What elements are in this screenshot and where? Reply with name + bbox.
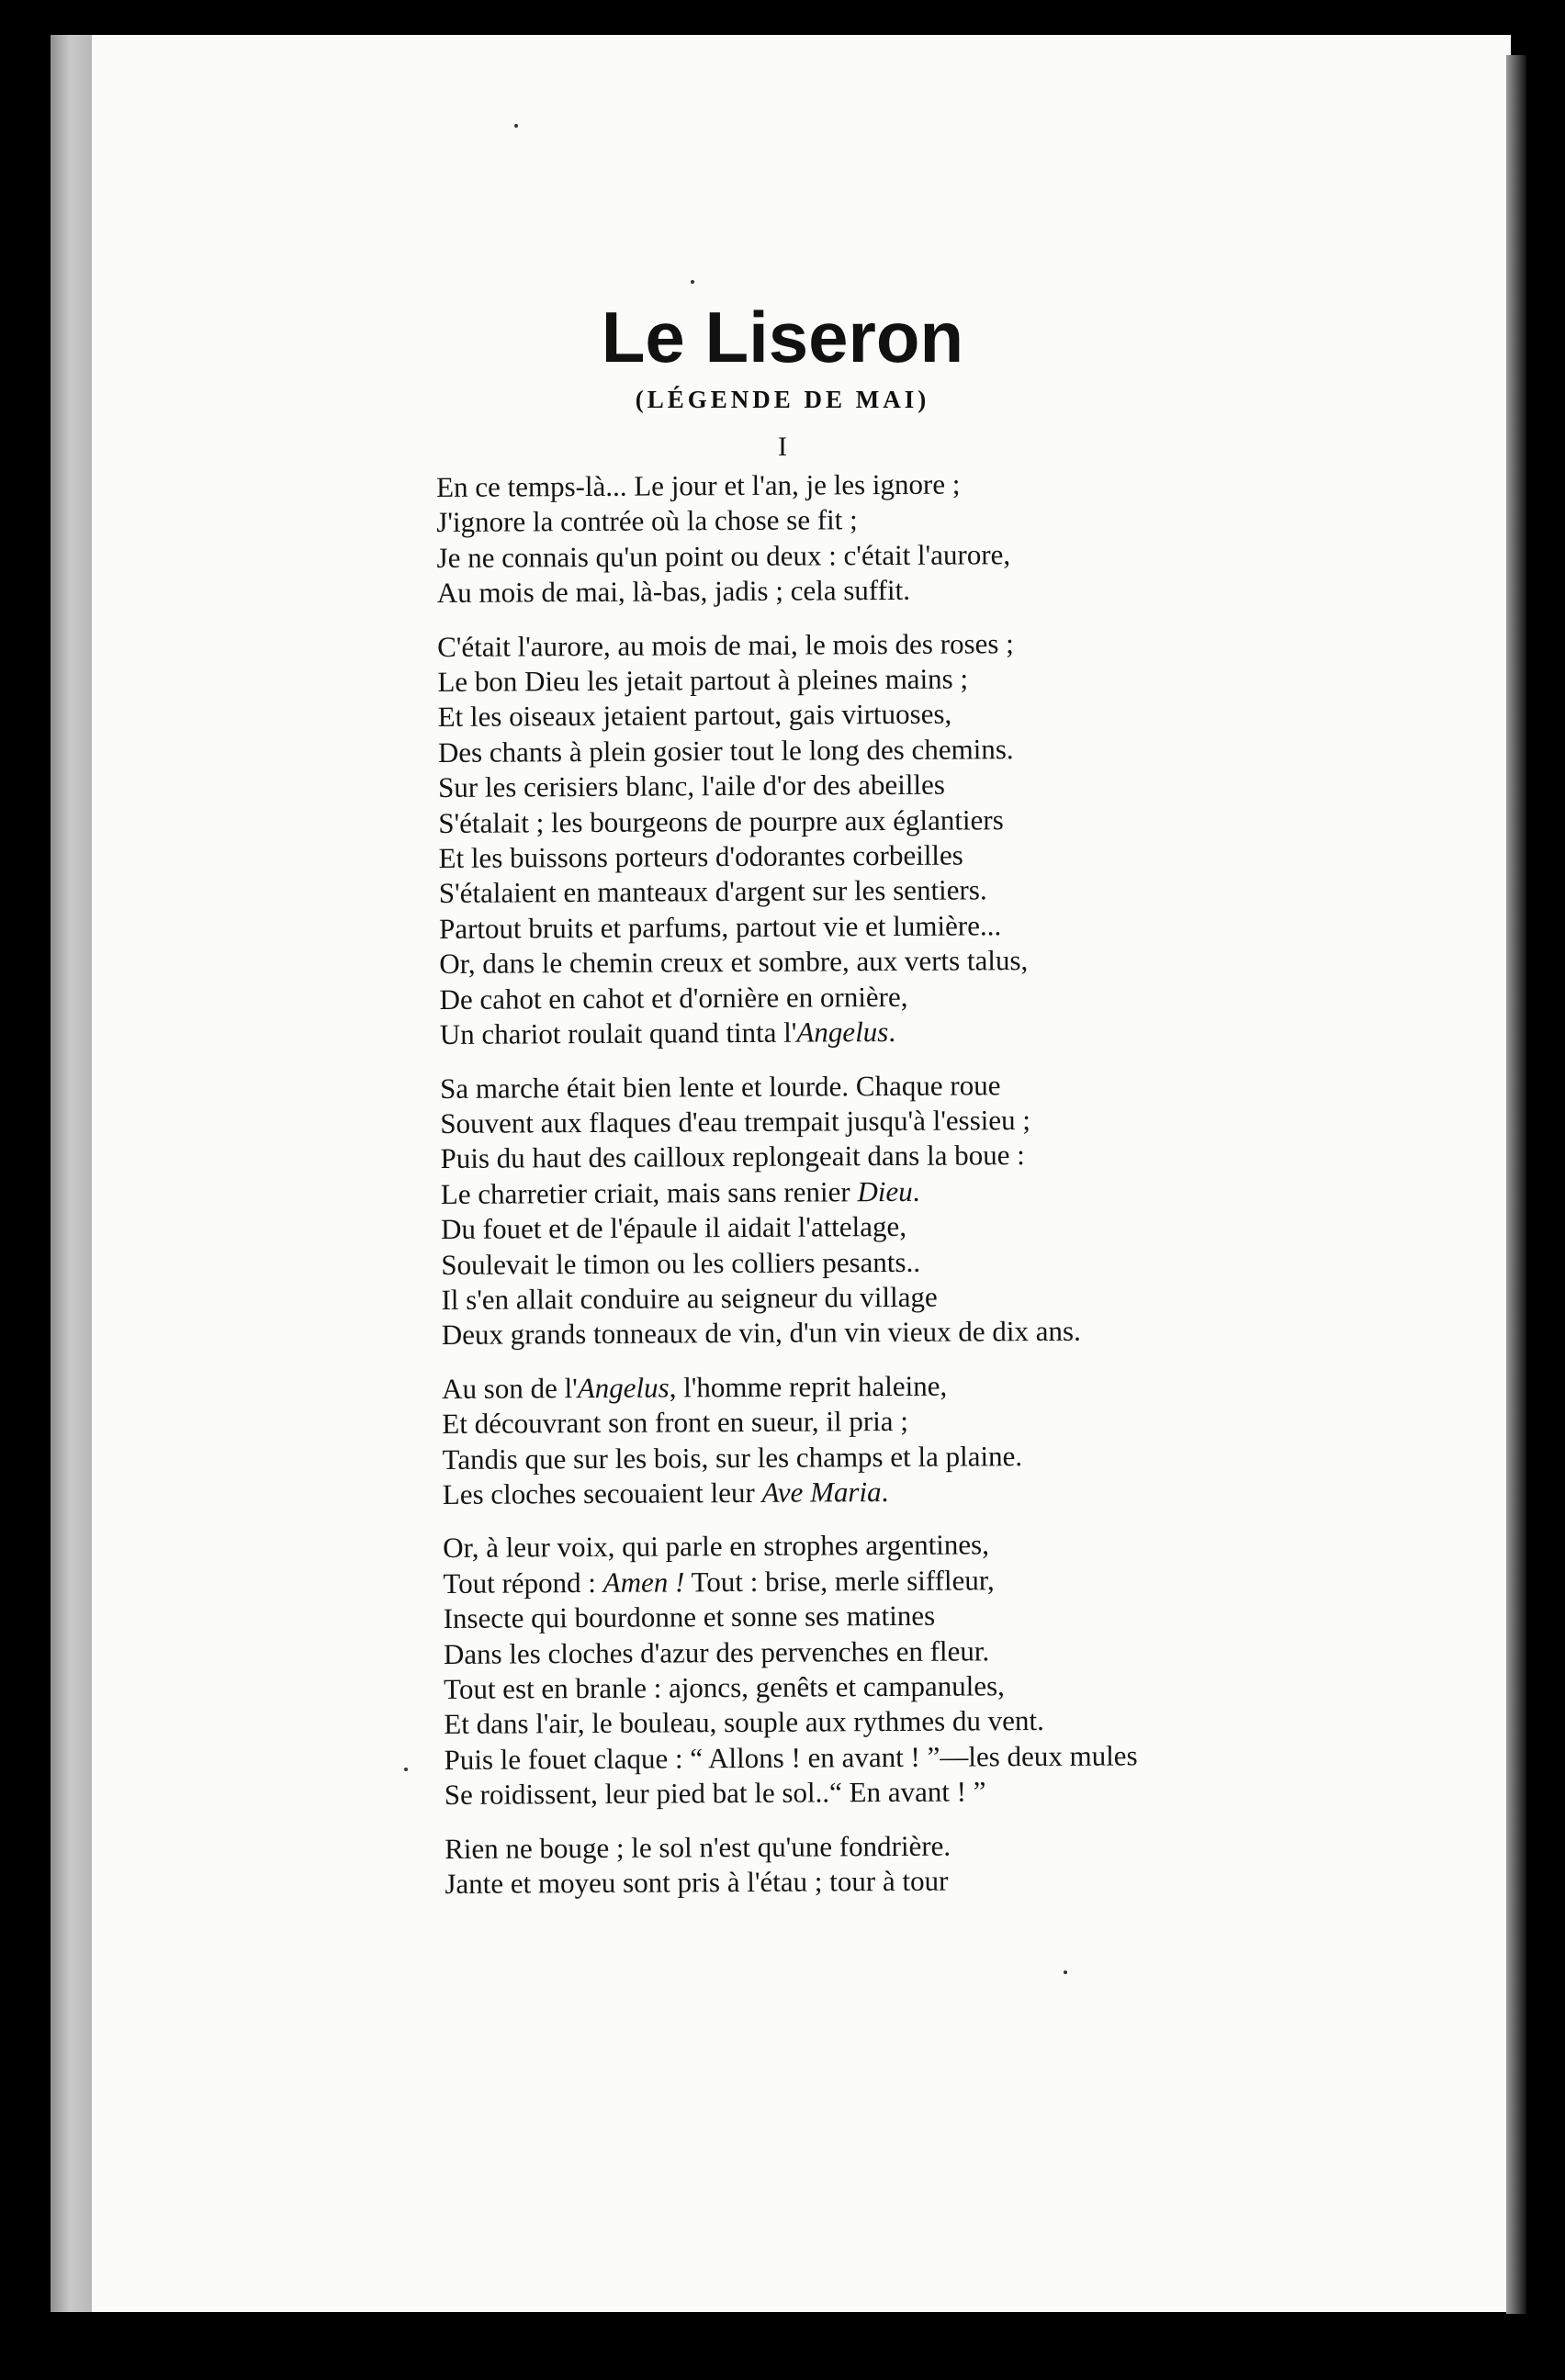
verse-line: Et découvrant son front en sueur, il pria ; [442,1405,908,1441]
verse-line: Sur les cerisiers blanc, l'aile d'or des abeilles [438,768,945,804]
stanza [437,623,1377,1052]
verse-line: Puis du haut des cailloux replongeait dans la boue : [440,1139,1025,1175]
verse-line: J'ignore la contrée où la chose se fit ; [436,503,858,539]
italic-word: Amen ! [602,1566,685,1599]
verse-line: Le bon Dieu les jetait partout à pleines mains ; [437,662,969,699]
verse-line: Et les oiseaux jetaient partout, gais virtuoses, [437,698,952,734]
scan-speck [404,1768,408,1771]
verse-line: Et dans l'air, le bouleau, souple aux rythmes du vent. [444,1704,1044,1741]
verse-line: Et les buissons porteurs d'odorantes corbeilles [438,838,963,875]
poem-body [436,465,1382,1921]
scan-speck [1064,1970,1067,1974]
verse-line: Tout est en branle : ajoncs, genêts et campanules, [444,1669,1005,1705]
verse-line: Tout répond : Amen ! Tout : brise, merle siffleur, [443,1564,995,1600]
verse-line: Partout bruits et parfums, partout vie et lumière... [438,909,1002,945]
verse-line: De cahot en cahot et d'ornière en ornière, [439,980,908,1016]
verse-line: Sa marche était bien lente et lourde. Chaque roue [440,1068,1001,1105]
verse-line: Souvent aux flaques d'eau trempait jusqu'à l'essieu ; [440,1103,1031,1139]
stanza [442,1366,1379,1513]
verse-line: En ce temps-là... Le jour et l'an, je les ignore ; [436,467,961,503]
verse-line: Les cloches secouaient leur Ave Maria. [442,1475,889,1510]
verse-line: Je ne connais qu'un point ou deux : c'était l'aurore, [436,537,1011,574]
verse-line: Dans les cloches d'azur des pervenches en fleur. [443,1633,990,1670]
poem-title: Le Liseron [601,297,964,377]
verse-line: Puis le fouet claque : “ Allons ! en avant ! ”—les deux mules [444,1739,1138,1776]
verse-line: S'étalait ; les bourgeons de pourpre aux églantiers [438,803,1004,839]
verse-line: Jante et moyeu sont pris à l'étau ; tour à tour [445,1864,949,1901]
stanza [440,1065,1379,1353]
italic-word: Ave Maria [761,1476,882,1509]
verse-line: Or, dans le chemin creux et sombre, aux verts talus, [439,944,1029,981]
verse-line: Un chariot roulait quand tinta l'Angelus. [439,1016,896,1051]
verse-line: Au son de l'Angelus, l'homme reprit haleine, [442,1369,948,1405]
verse-line: C'était l'aurore, au mois de mai, le mois des roses ; [437,626,1014,663]
verse-line: Rien ne bouge ; le sol n'est qu'une fondrière. [445,1829,951,1865]
italic-word: Angelus [796,1016,889,1049]
verse-line: Deux grands tonneaux de vin, d'un vin vieux de dix ans. [441,1315,1081,1352]
italic-word: Angelus [577,1371,670,1404]
stanza [445,1825,1381,1902]
verse-line: Soulevait le timon ou les colliers pesants.. [441,1245,921,1281]
scan-speck [514,124,518,128]
stanza [443,1525,1381,1813]
verse-line: S'étalaient en manteaux d'argent sur les sentiers. [438,873,987,910]
verse-line: Au mois de mai, là-bas, jadis ; cela suffit. [436,574,911,610]
verse-line: Du fouet et de l'épaule il aidait l'attelage, [440,1210,907,1246]
verse-line: Des chants à plein gosier tout le long des chemins. [437,733,1014,769]
verse-line: Se roidissent, leur pied bat le sol..“ En avant ! ” [444,1775,986,1812]
section-number: I [778,432,787,462]
verse-line: Or, à leur voix, qui parle en strophes argentines, [443,1528,990,1565]
stanza [436,465,1374,612]
italic-word: Dieu [857,1174,913,1207]
verse-line: Insecte qui bourdonne et sonne ses matines [443,1599,936,1635]
poem-subtitle: (LÉGENDE DE MAI) [635,386,930,413]
verse-line: Le charretier criait, mais sans renier Dieu. [440,1174,920,1210]
verse-line: Il s'en allait conduire au seigneur du village [441,1280,938,1316]
verse-line: Tandis que sur les bois, sur les champs et la plaine. [442,1439,1023,1476]
scan-speck [691,280,694,284]
